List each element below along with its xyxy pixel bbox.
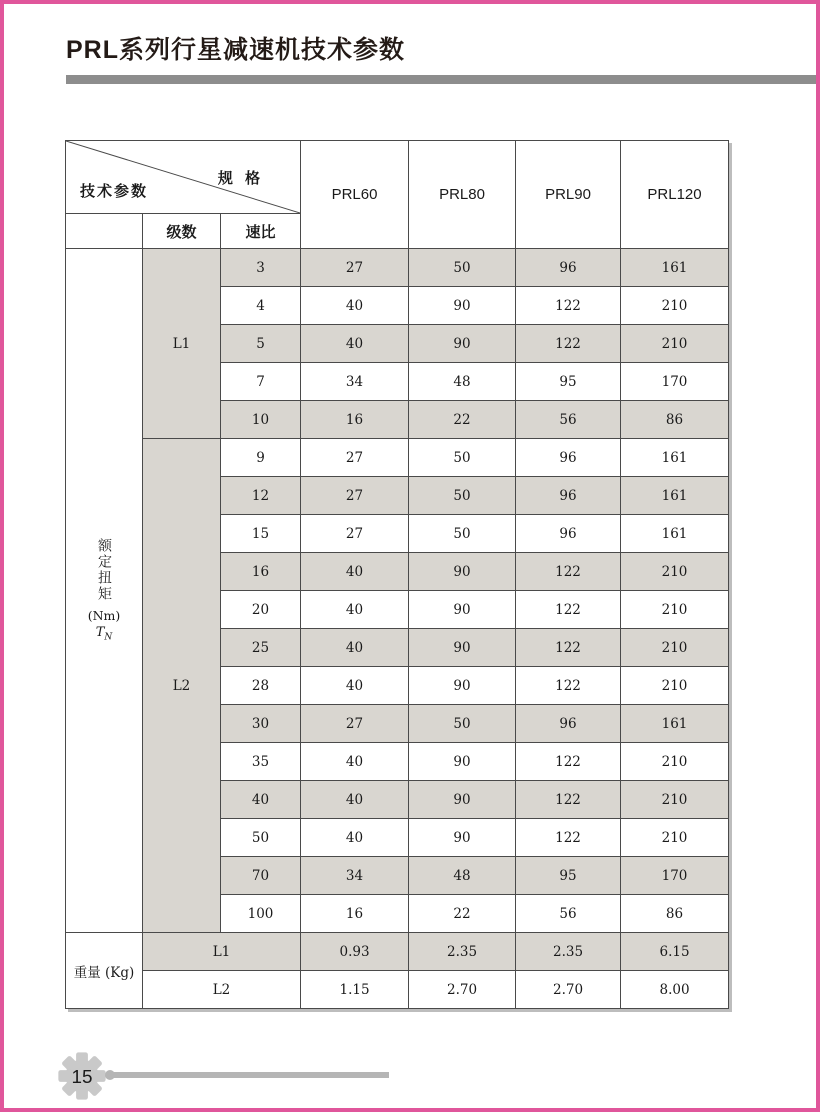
gear-icon: [56, 1050, 108, 1102]
value-cell: 22: [409, 895, 516, 933]
value-cell: 122: [516, 667, 621, 705]
value-cell: 122: [516, 743, 621, 781]
table-body: [66, 249, 729, 1009]
value-cell: 27: [301, 249, 409, 287]
value-cell: 90: [409, 743, 516, 781]
value-cell: 96: [516, 249, 621, 287]
value-cell: 50: [409, 439, 516, 477]
ratio-cell: 20: [221, 591, 301, 629]
value-cell: 90: [409, 591, 516, 629]
value-cell: 210: [621, 287, 729, 325]
value-cell: 86: [621, 895, 729, 933]
corner-label-params: 技术参数: [80, 183, 149, 200]
value-cell: 27: [301, 705, 409, 743]
value-cell: 48: [409, 363, 516, 401]
value-cell: 122: [516, 553, 621, 591]
value-cell: 96: [516, 515, 621, 553]
value-cell: 50: [409, 705, 516, 743]
value-cell: 90: [409, 553, 516, 591]
value-cell: 34: [301, 857, 409, 895]
value-cell: 48: [409, 857, 516, 895]
weight-value-cell: 0.93: [301, 933, 409, 971]
value-cell: 50: [409, 515, 516, 553]
value-cell: 56: [516, 895, 621, 933]
value-cell: 16: [301, 401, 409, 439]
value-cell: 86: [621, 401, 729, 439]
value-cell: 210: [621, 629, 729, 667]
col-header-prl80: PRL80: [409, 141, 516, 249]
value-cell: 90: [409, 667, 516, 705]
torque-symbol-sub: N: [104, 632, 113, 643]
value-cell: 122: [516, 781, 621, 819]
value-cell: 122: [516, 819, 621, 857]
value-cell: 210: [621, 743, 729, 781]
stage-cell: L2: [143, 439, 221, 933]
value-cell: 210: [621, 781, 729, 819]
value-cell: 122: [516, 591, 621, 629]
value-cell: 16: [301, 895, 409, 933]
weight-value-cell: 2.70: [409, 971, 516, 1009]
ratio-cell: 16: [221, 553, 301, 591]
value-cell: 122: [516, 325, 621, 363]
weight-value-cell: 8.00: [621, 971, 729, 1009]
value-cell: 40: [301, 591, 409, 629]
value-cell: 122: [516, 629, 621, 667]
value-cell: 170: [621, 857, 729, 895]
value-cell: 27: [301, 515, 409, 553]
weight-value-cell: 2.70: [516, 971, 621, 1009]
sub-header-stage: 级数: [143, 214, 221, 249]
ratio-cell: 12: [221, 477, 301, 515]
value-cell: 90: [409, 325, 516, 363]
value-cell: 161: [621, 705, 729, 743]
weight-value-cell: 2.35: [409, 933, 516, 971]
value-cell: 161: [621, 439, 729, 477]
value-cell: 90: [409, 819, 516, 857]
ratio-cell: 100: [221, 895, 301, 933]
value-cell: 90: [409, 781, 516, 819]
spec-table: [65, 140, 729, 1009]
value-cell: 27: [301, 477, 409, 515]
stage-cell: L1: [143, 249, 221, 439]
value-cell: 90: [409, 629, 516, 667]
value-cell: 40: [301, 287, 409, 325]
weight-row: [66, 971, 729, 1009]
value-cell: 22: [409, 401, 516, 439]
value-cell: 50: [409, 477, 516, 515]
value-cell: 34: [301, 363, 409, 401]
value-cell: 95: [516, 363, 621, 401]
ratio-cell: 5: [221, 325, 301, 363]
ratio-cell: 30: [221, 705, 301, 743]
table-row: [66, 439, 729, 477]
spec-table-container: [65, 140, 729, 1009]
value-cell: 56: [516, 401, 621, 439]
ratio-cell: 7: [221, 363, 301, 401]
value-cell: 40: [301, 781, 409, 819]
value-cell: 40: [301, 325, 409, 363]
value-cell: 210: [621, 325, 729, 363]
value-cell: 122: [516, 287, 621, 325]
value-cell: 95: [516, 857, 621, 895]
ratio-cell: 3: [221, 249, 301, 287]
ratio-cell: 50: [221, 819, 301, 857]
torque-label-cell: [66, 249, 143, 933]
title-underline-bar: [66, 75, 816, 84]
weight-row: [66, 933, 729, 971]
value-cell: 161: [621, 249, 729, 287]
value-cell: 161: [621, 477, 729, 515]
torque-unit: (Nm): [87, 608, 121, 624]
value-cell: 210: [621, 553, 729, 591]
page-number: 15: [71, 1067, 93, 1089]
header-row-1: [66, 141, 729, 214]
value-cell: 90: [409, 287, 516, 325]
corner-label-spec: 规 格: [217, 170, 265, 187]
ratio-cell: 28: [221, 667, 301, 705]
col-header-prl120: PRL120: [621, 141, 729, 249]
footer-decorative-line: [113, 1072, 389, 1078]
blank-header-cell: [66, 214, 143, 249]
value-cell: 40: [301, 743, 409, 781]
value-cell: 210: [621, 819, 729, 857]
torque-label-vertical: 额定扭矩: [96, 538, 112, 603]
value-cell: 96: [516, 439, 621, 477]
ratio-cell: 10: [221, 401, 301, 439]
value-cell: 161: [621, 515, 729, 553]
weight-stage-cell: L1: [143, 933, 301, 971]
torque-symbol: $T_N$: [95, 625, 113, 643]
value-cell: 210: [621, 591, 729, 629]
weight-stage-cell: L2: [143, 971, 301, 1009]
weight-value-cell: 6.15: [621, 933, 729, 971]
weight-value-cell: 1.15: [301, 971, 409, 1009]
col-header-prl90: PRL90: [516, 141, 621, 249]
ratio-cell: 25: [221, 629, 301, 667]
table-row: [66, 249, 729, 287]
weight-label-cell: 重量 (Kg): [66, 933, 143, 1009]
diagonal-header-cell: [66, 141, 301, 214]
value-cell: 40: [301, 667, 409, 705]
col-header-prl60: PRL60: [301, 141, 409, 249]
value-cell: 27: [301, 439, 409, 477]
sub-header-ratio: 速比: [221, 214, 301, 249]
ratio-cell: 40: [221, 781, 301, 819]
page-title: PRL系列行星减速机技术参数: [66, 36, 406, 64]
ratio-cell: 15: [221, 515, 301, 553]
value-cell: 96: [516, 705, 621, 743]
value-cell: 96: [516, 477, 621, 515]
value-cell: 210: [621, 667, 729, 705]
value-cell: 40: [301, 553, 409, 591]
ratio-cell: 9: [221, 439, 301, 477]
weight-value-cell: 2.35: [516, 933, 621, 971]
ratio-cell: 70: [221, 857, 301, 895]
torque-label: [66, 538, 142, 643]
ratio-cell: 4: [221, 287, 301, 325]
diagonal-line: [66, 141, 300, 213]
value-cell: 40: [301, 629, 409, 667]
ratio-cell: 35: [221, 743, 301, 781]
value-cell: 50: [409, 249, 516, 287]
value-cell: 170: [621, 363, 729, 401]
value-cell: 40: [301, 819, 409, 857]
